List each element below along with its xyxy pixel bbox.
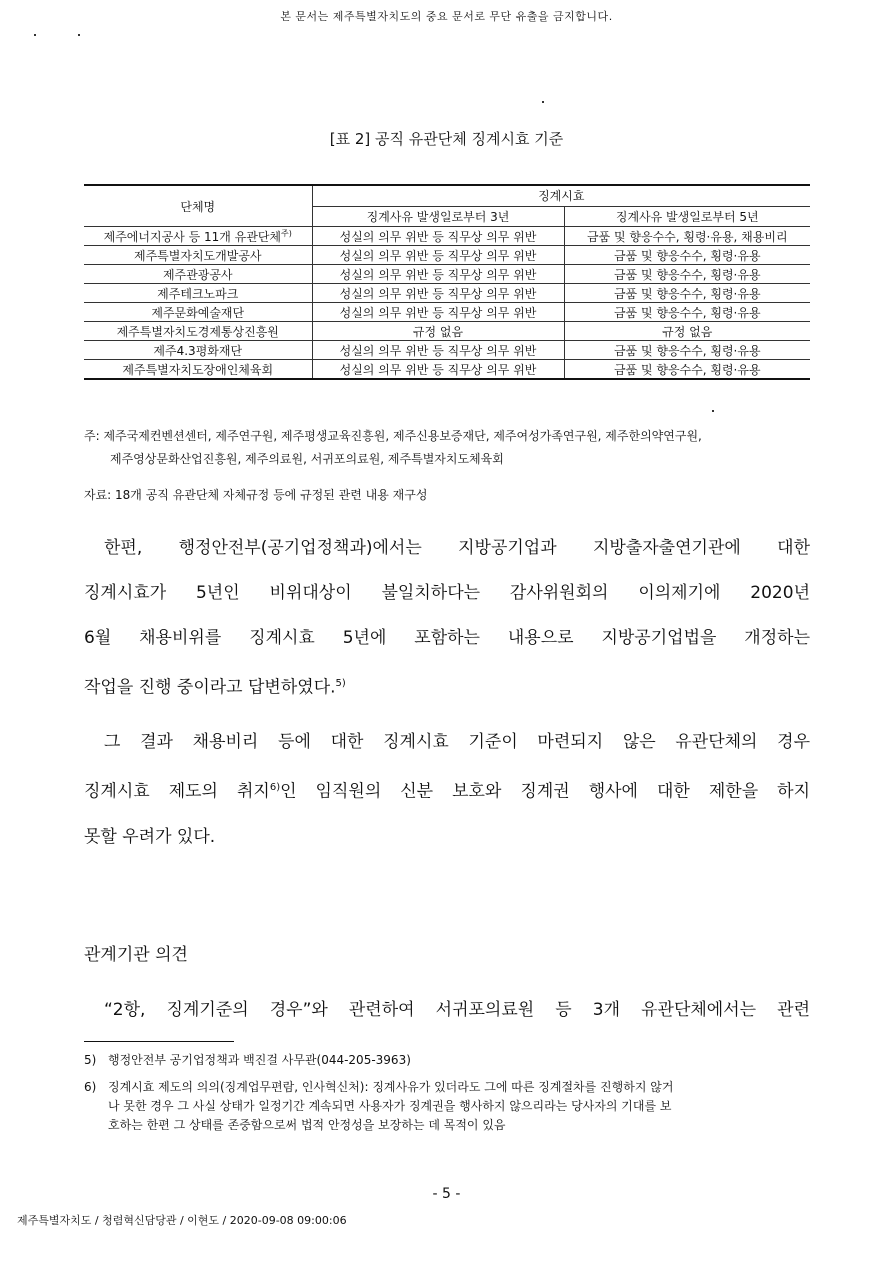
scan-speck — [542, 101, 544, 103]
footnote-text: 나 못한 경우 그 사실 상태가 일정기간 계속되면 사용자가 징계권을 행사하지 않으리라는 당사자의 기대를 보 — [108, 1099, 672, 1113]
table-note — [84, 425, 824, 471]
table-note-line1: 제주국제컨벤션센터, 제주연구원, 제주평생교육진흥원, 제주신용보증재단, 제주여성가족연구원, 제주한의약연구원, — [103, 429, 702, 443]
org-cell: 제주문화예술재단 — [84, 303, 312, 322]
footnote-number: 6) — [84, 1080, 97, 1094]
paragraph-3 — [84, 988, 810, 1033]
footnote-number: 5) — [84, 1053, 97, 1067]
footnote-text: 행정안전부 공기업정책과 백진걸 사무관(044-205-3963) — [108, 1053, 411, 1067]
cell-5y: 금품 및 향응수수, 횡령·유용, 채용비리 — [564, 227, 810, 246]
footnote-text: 호하는 한편 그 상태를 존중함으로써 법적 안정성을 보장하는 데 목적이 있음 — [108, 1118, 506, 1132]
page-number: - 5 - — [432, 1186, 461, 1202]
cell-3y: 성실의 의무 위반 등 직무상 의무 위반 — [312, 246, 564, 265]
cell-3y: 성실의 의무 위반 등 직무상 의무 위반 — [312, 303, 564, 322]
paragraph-2-line: 징계시효 제도의 취지$^{6)}$인 임직원의 신분 보호와 징계권 행사에 대한 제한을 하지 — [84, 781, 810, 802]
column-header-org: 단체명 — [84, 185, 312, 227]
table-row — [84, 360, 810, 380]
scan-speck — [78, 34, 80, 36]
org-cell: 제주특별자치도개발공사 — [84, 246, 312, 265]
cell-5y: 금품 및 향응수수, 횡령·유용 — [564, 265, 810, 284]
org-cell: 제주에너지공사 등 11개 유관단체$^{주)}$ — [84, 227, 312, 246]
table-row — [84, 284, 810, 303]
document-footer: 제주특별자치도 / 청렴혁신담당관 / 이현도 / 2020-09-08 09:00:06 — [17, 1214, 347, 1227]
cell-5y: 금품 및 향응수수, 횡령·유용 — [564, 360, 810, 380]
footnote-ref: 6) — [269, 782, 281, 793]
column-header-group: 징계시효 — [312, 185, 810, 206]
cell-5y: 금품 및 향응수수, 횡령·유용 — [564, 246, 810, 265]
footnote-marker: 주) — [281, 228, 292, 238]
scan-speck — [712, 410, 714, 412]
cell-5y: 규정 없음 — [564, 322, 810, 341]
column-header-3y: 징계사유 발생일로부터 3년 — [312, 206, 564, 226]
org-cell: 제주특별자치도경제통상진흥원 — [84, 322, 312, 341]
cell-3y: 규정 없음 — [312, 322, 564, 341]
paragraph-1-line: 6월 채용비위를 징계시효 5년에 포함하는 내용으로 지방공기업법을 개정하는 — [84, 628, 810, 648]
cell-3y: 성실의 의무 위반 등 직무상 의무 위반 — [312, 227, 564, 246]
table-row — [84, 303, 810, 322]
cell-5y: 금품 및 향응수수, 횡령·유용 — [564, 284, 810, 303]
cell-3y: 성실의 의무 위반 등 직무상 의무 위반 — [312, 265, 564, 284]
table-note-label: 주: — [84, 429, 100, 443]
paragraph-2-last-line: 못할 우려가 있다. — [84, 826, 216, 847]
confidentiality-notice: 본 문서는 제주특별자치도의 중요 문서로 무단 유출을 금지합니다. — [280, 10, 613, 23]
table-note-line2: 제주영상문화산업진흥원, 제주의료원, 서귀포의료원, 제주특별자치도체육회 — [110, 452, 504, 466]
paragraph-1 — [84, 526, 810, 711]
footnote-ref: 5) — [335, 678, 346, 689]
disciplinary-table — [84, 184, 810, 380]
table-row — [84, 341, 810, 360]
table-title: [표 2] 공직 유관단체 징계시효 기준 — [329, 130, 564, 148]
cell-3y: 성실의 의무 위반 등 직무상 의무 위반 — [312, 360, 564, 380]
table-source: 자료: 18개 공직 유관단체 자체규정 등에 규정된 관련 내용 재구성 — [84, 488, 428, 502]
footnote-text: 징계시효 제도의 의의(징계업무편람, 인사혁신처): 징계사유가 있더라도 그에 따른 징계절차를 진행하지 않거 — [108, 1080, 674, 1094]
table-row — [84, 322, 810, 341]
cell-3y: 성실의 의무 위반 등 직무상 의무 위반 — [312, 284, 564, 303]
paragraph-1-line: 징계시효가 5년인 비위대상이 불일치하다는 감사위원회의 이의제기에 2020년 — [84, 583, 810, 603]
scan-speck — [34, 34, 36, 36]
footnote-6 — [84, 1078, 810, 1135]
cell-5y: 금품 및 향응수수, 횡령·유용 — [564, 303, 810, 322]
paragraph-2 — [84, 720, 810, 860]
table-row — [84, 227, 810, 246]
paragraph-2-line: 그 결과 채용비리 등에 대한 징계시효 기준이 마련되지 않은 유관단체의 경우 — [104, 732, 810, 752]
paragraph-3-line: “2항, 징계기준의 경우”와 관련하여 서귀포의료원 등 3개 유관단체에서는 관련 — [104, 1000, 810, 1020]
org-cell: 제주4.3평화재단 — [84, 341, 312, 360]
table-row — [84, 246, 810, 265]
org-cell: 제주특별자치도장애인체육회 — [84, 360, 312, 380]
section-heading: 관계기관 의견 — [84, 945, 188, 965]
org-cell: 제주관광공사 — [84, 265, 312, 284]
footnote-divider — [84, 1041, 234, 1042]
paragraph-1-last-line: 작업을 진행 중이라고 답변하였다.$^{5)}$ — [84, 677, 346, 698]
paragraph-1-line: 한편, 행정안전부(공기업정책과)에서는 지방공기업과 지방출자출연기관에 대한 — [104, 538, 810, 558]
table-row — [84, 265, 810, 284]
footnote-5 — [84, 1051, 810, 1070]
cell-5y: 금품 및 향응수수, 횡령·유용 — [564, 341, 810, 360]
column-header-5y: 징계사유 발생일로부터 5년 — [564, 206, 810, 226]
org-cell: 제주테크노파크 — [84, 284, 312, 303]
cell-3y: 성실의 의무 위반 등 직무상 의무 위반 — [312, 341, 564, 360]
